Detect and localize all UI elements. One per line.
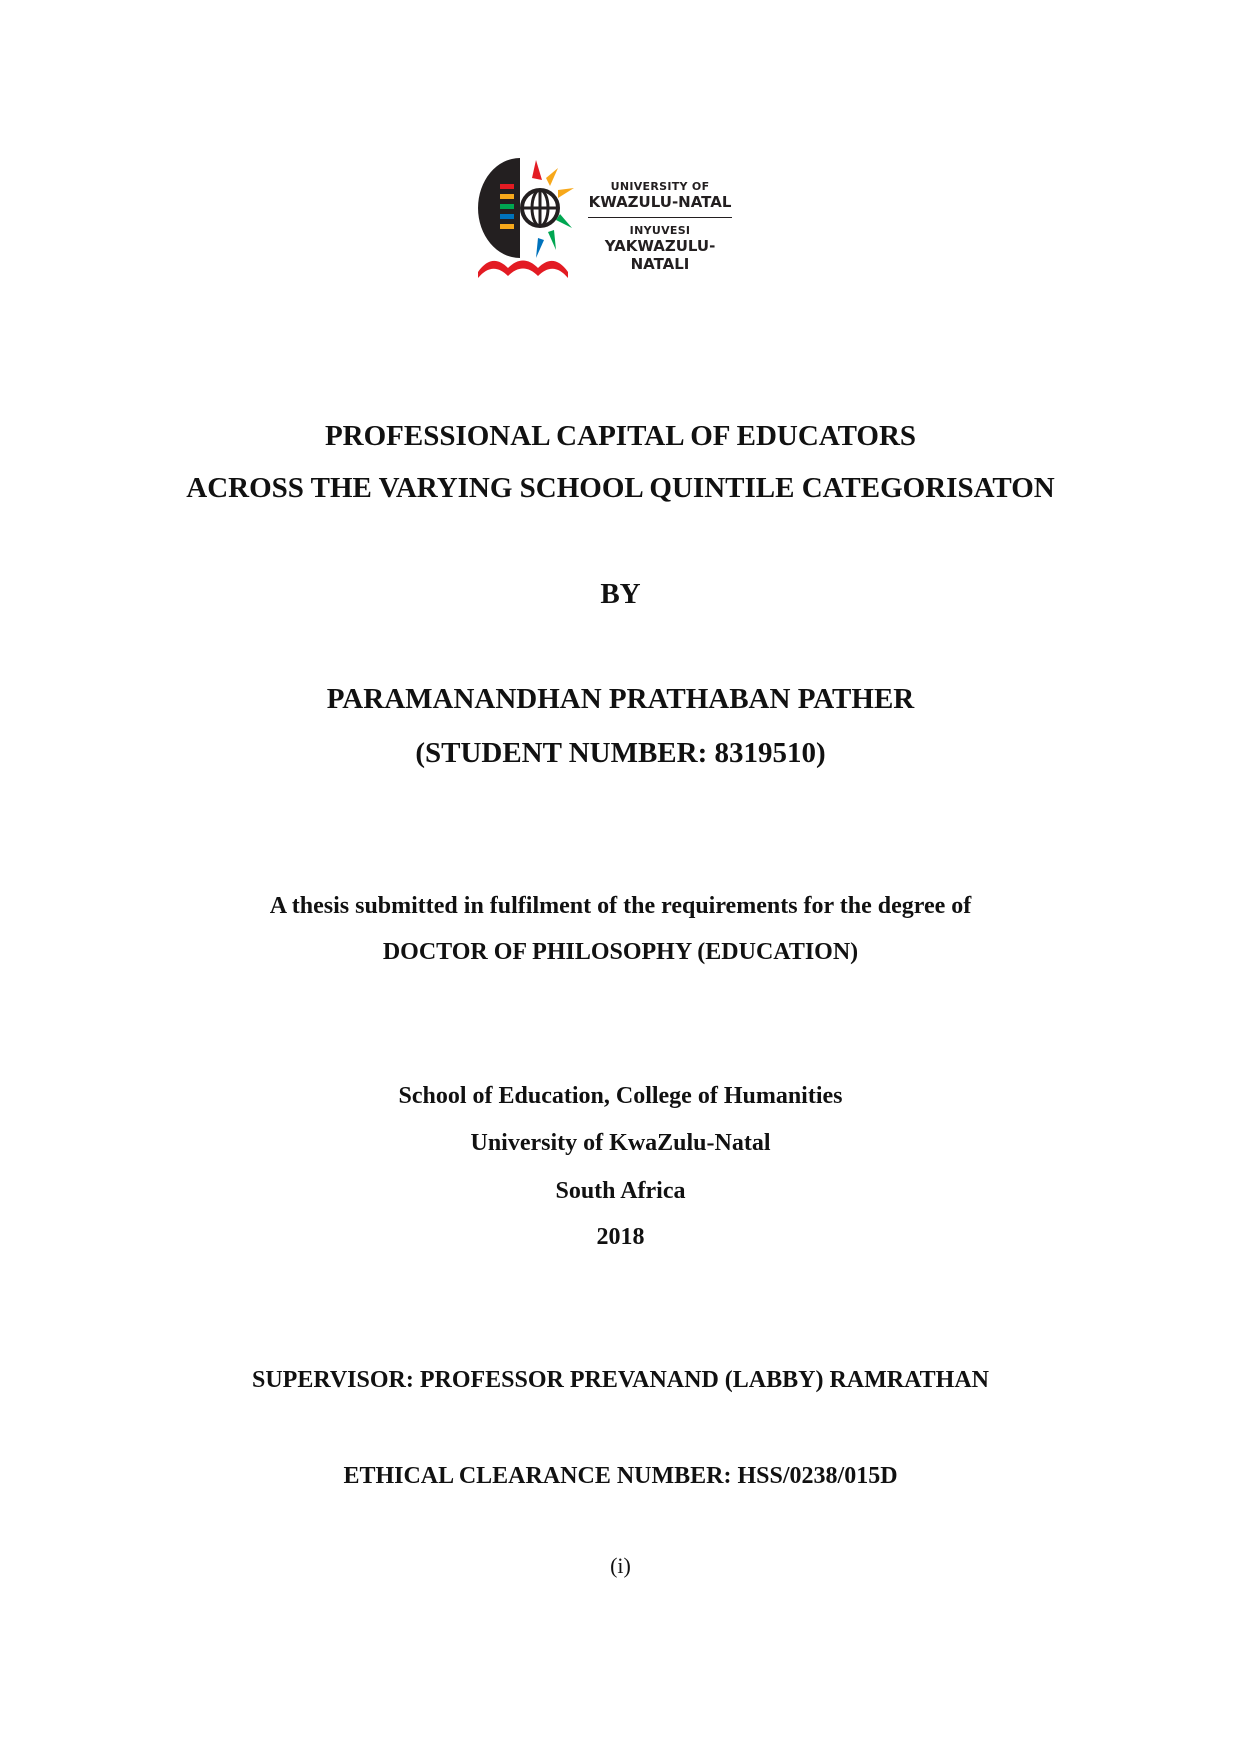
page-number: (i) bbox=[610, 1553, 631, 1578]
logo-line-university-of: UNIVERSITY OF bbox=[610, 180, 710, 193]
logo-line-yakwazulu-natali: YAKWAZULU-NATALI bbox=[604, 237, 716, 273]
university-name: University of KwaZulu-Natal bbox=[470, 1130, 771, 1156]
ethical-clearance: ETHICAL CLEARANCE NUMBER: HSS/0238/015D bbox=[343, 1463, 898, 1489]
degree-statement: A thesis submitted in fulfilment of the requirements for the degree of bbox=[269, 893, 972, 919]
logo-line-inyuvesi: INYUVESI bbox=[629, 224, 691, 237]
university-emblem-icon bbox=[478, 154, 582, 284]
university-logo bbox=[478, 154, 740, 284]
student-number: (STUDENT NUMBER: 8319510) bbox=[415, 737, 826, 769]
supervisor: SUPERVISOR: PROFESSOR PREVANAND (LABBY) RAMRATHAN bbox=[252, 1367, 989, 1393]
logo-divider bbox=[588, 217, 732, 218]
by-label: BY bbox=[600, 578, 641, 610]
year: 2018 bbox=[596, 1224, 645, 1250]
logo-wordmark bbox=[580, 180, 740, 273]
school-college: School of Education, College of Humanities bbox=[398, 1083, 843, 1109]
degree-name: DOCTOR OF PHILOSOPHY (EDUCATION) bbox=[382, 939, 859, 965]
logo-line-kwazulu-natal: KWAZULU-NATAL bbox=[588, 193, 732, 211]
thesis-title-line-1: PROFESSIONAL CAPITAL OF EDUCATORS bbox=[324, 420, 917, 452]
thesis-title-line-2: ACROSS THE VARYING SCHOOL QUINTILE CATEGORISATON bbox=[186, 472, 1055, 504]
country: South Africa bbox=[555, 1178, 686, 1204]
author-name: PARAMANANDHAN PRATHABAN PATHER bbox=[326, 683, 915, 715]
